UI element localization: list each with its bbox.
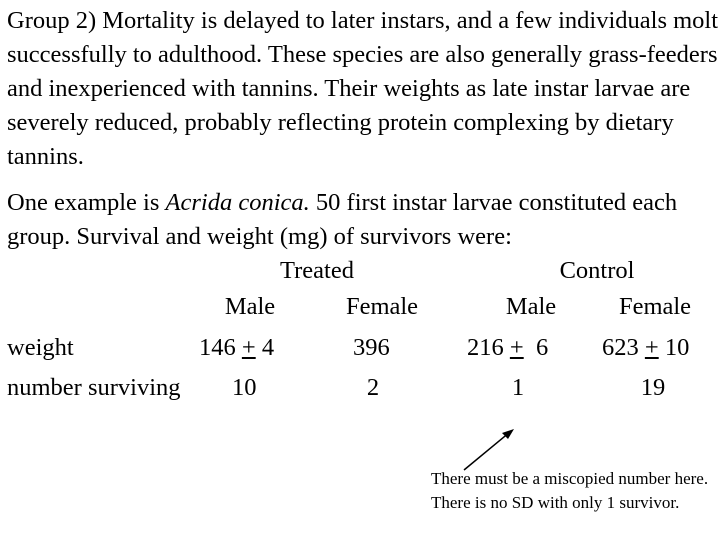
row-label-number-surviving: number surviving <box>7 374 181 401</box>
example-paragraph <box>7 186 719 254</box>
weight-treated-male: 146 + 4 <box>199 334 275 361</box>
intro-paragraph: Group 2) Mortality is delayed to later instars, and a few individuals molt successfully to adulthood. These species are also generally grass-feeders and inexperienced with tannins. Their weights as late instar larvae are severely reduced, probably reflecting protein complexing by dietary tannins. <box>7 7 719 170</box>
subheader-control-female: Female <box>618 293 692 320</box>
weight-treated-female: 396 <box>353 334 390 361</box>
header-treated: Treated <box>280 257 354 284</box>
subheader-treated-female: Female <box>345 293 419 320</box>
survivors-control-male: 1 <box>511 374 525 401</box>
example-rest: 50 first instar larvae constituted each group. Survival and weight (mg) of survivors were: <box>7 189 678 250</box>
survivors-treated-male: 10 <box>232 374 257 401</box>
header-control: Control <box>559 257 635 284</box>
row-label-weight: weight <box>7 334 74 361</box>
subheader-treated-male: Male <box>224 293 276 320</box>
annotation-note: There must be a miscopied number here. There is no SD with only 1 survivor. <box>431 469 709 512</box>
species-name: Acrida conica. <box>165 189 310 216</box>
subheader-control-male: Male <box>505 293 557 320</box>
weight-control-male: 216 + 6 <box>467 334 549 361</box>
example-lead: One example is <box>7 189 166 216</box>
plus-minus-sign: + <box>241 334 256 361</box>
survivors-treated-female: 2 <box>366 374 380 401</box>
plus-minus-sign: + <box>509 334 524 361</box>
survivors-control-female: 19 <box>640 374 666 401</box>
weight-control-female: 623 + 10 <box>602 334 690 361</box>
plus-minus-sign: + <box>644 334 659 361</box>
